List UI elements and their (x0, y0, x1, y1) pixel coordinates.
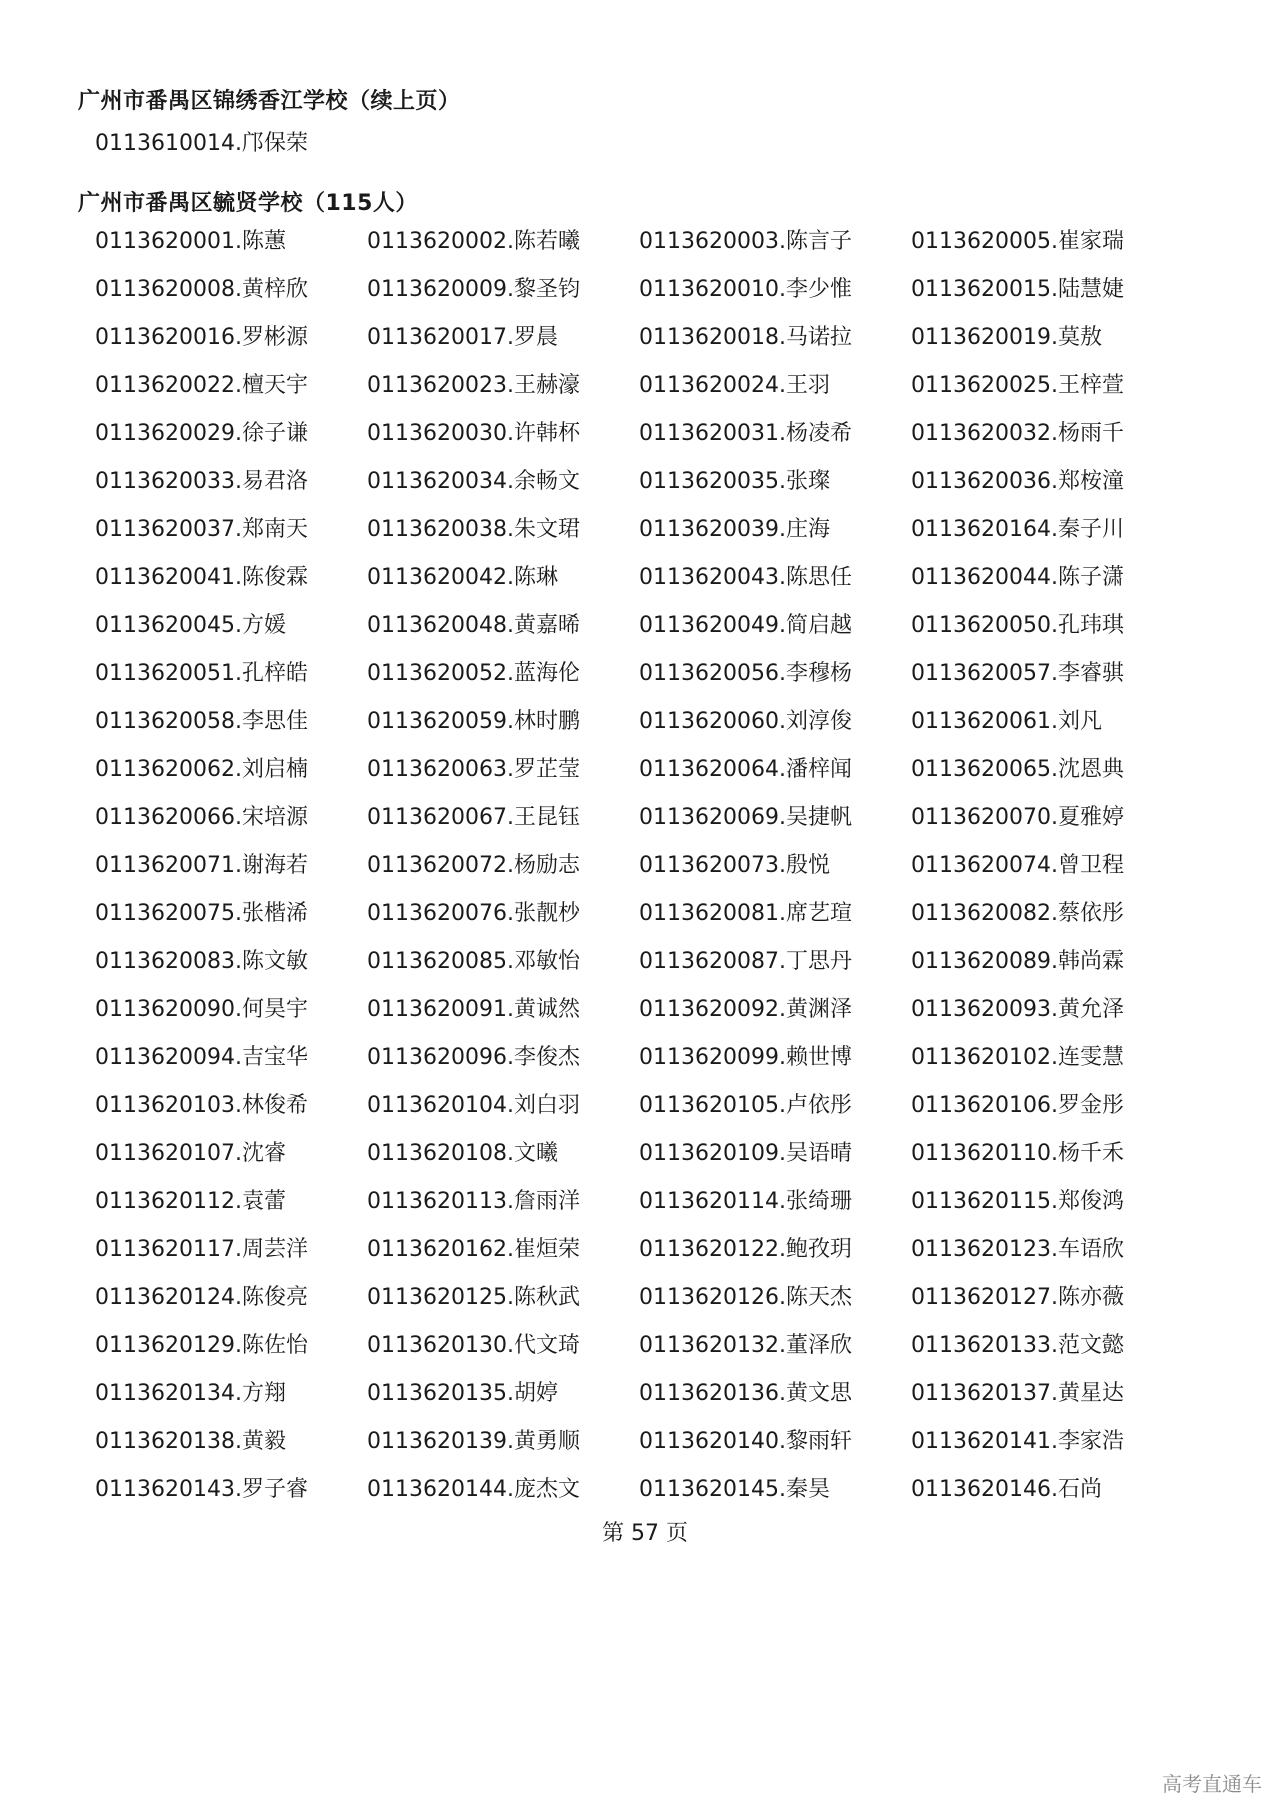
student-entry: 0113620034.余畅文 (367, 469, 580, 494)
student-entry: 0113620035.张璨 (639, 469, 830, 494)
student-entry: 0113620049.简启越 (639, 613, 852, 638)
student-entry: 0113620103.林俊希 (95, 1093, 308, 1118)
student-entry: 0113620135.胡婷 (367, 1381, 558, 1406)
student-entry: 0113620061.刘凡 (911, 709, 1102, 734)
student-entry: 0113620025.王梓萱 (911, 373, 1124, 398)
student-entry: 0113620124.陈俊亮 (95, 1285, 308, 1310)
student-entry: 0113620001.陈蕙 (95, 229, 286, 254)
student-entry: 0113620069.吴捷帆 (639, 805, 852, 830)
student-entry: 0113620019.莫敖 (911, 325, 1102, 350)
student-entry: 0113620104.刘白羽 (367, 1093, 580, 1118)
student-entry: 0113620164.秦子川 (911, 517, 1124, 542)
student-entry: 0113620144.庞杰文 (367, 1477, 580, 1502)
student-entry: 0113620105.卢依彤 (639, 1093, 852, 1118)
student-entry: 0113620085.邓敏怡 (367, 949, 580, 974)
watermark-text: 高考直通车 (1162, 1772, 1262, 1796)
student-entry: 0113620129.陈佐怡 (95, 1333, 308, 1358)
student-entry: 0113620067.王昆钰 (367, 805, 580, 830)
student-entry: 0113620126.陈天杰 (639, 1285, 852, 1310)
student-entry: 0113620018.马诺拉 (639, 325, 852, 350)
student-entry: 0113620023.王赫濠 (367, 373, 580, 398)
student-entry: 0113620122.鲍孜玥 (639, 1237, 852, 1262)
student-entry: 0113620022.檀天宇 (95, 373, 308, 398)
student-entry: 0113620041.陈俊霖 (95, 565, 308, 590)
student-entry: 0113620090.何昊宇 (95, 997, 308, 1022)
student-entry: 0113620133.范文懿 (911, 1333, 1124, 1358)
student-entry: 0113620063.罗芷莹 (367, 757, 580, 782)
student-entry: 0113620115.郑俊鸿 (911, 1189, 1124, 1214)
student-entry: 0113620091.黄诚然 (367, 997, 580, 1022)
student-entry: 0113620087.丁思丹 (639, 949, 852, 974)
student-entry: 0113620113.詹雨洋 (367, 1189, 580, 1214)
student-entry: 0113620050.孔玮琪 (911, 613, 1124, 638)
student-entry: 0113620108.文曦 (367, 1141, 558, 1166)
student-entry: 0113620056.李穆杨 (639, 661, 852, 686)
student-entry: 0113620140.黎雨轩 (639, 1429, 852, 1454)
student-entry: 0113610014.邝保荣 (95, 131, 308, 156)
student-entry: 0113620030.许韩杯 (367, 421, 580, 446)
student-entry: 0113620138.黄毅 (95, 1429, 286, 1454)
student-entry: 0113620127.陈亦薇 (911, 1285, 1124, 1310)
student-entry: 0113620010.李少惟 (639, 277, 852, 302)
student-list-grid (95, 228, 1225, 1524)
student-entry: 0113620060.刘淳俊 (639, 709, 852, 734)
section-heading-continued: 广州市番禺区锦绣香江学校（续上页） (78, 89, 461, 114)
student-entry: 0113620073.殷悦 (639, 853, 830, 878)
student-entry: 0113620106.罗金彤 (911, 1093, 1124, 1118)
student-entry: 0113620099.赖世博 (639, 1045, 852, 1070)
student-entry: 0113620117.周芸洋 (95, 1237, 308, 1262)
student-entry: 0113620102.连雯慧 (911, 1045, 1124, 1070)
student-entry: 0113620066.宋培源 (95, 805, 308, 830)
student-entry: 0113620093.黄允泽 (911, 997, 1124, 1022)
student-entry: 0113620045.方媛 (95, 613, 286, 638)
student-entry: 0113620143.罗子睿 (95, 1477, 308, 1502)
student-entry: 0113620005.崔家瑞 (911, 229, 1124, 254)
student-entry: 0113620064.潘梓闻 (639, 757, 852, 782)
student-entry: 0113620136.黄文思 (639, 1381, 852, 1406)
student-entry: 0113620132.董泽欣 (639, 1333, 852, 1358)
student-entry: 0113620070.夏雅婷 (911, 805, 1124, 830)
student-entry: 0113620043.陈思任 (639, 565, 852, 590)
student-entry: 0113620052.蓝海伦 (367, 661, 580, 686)
student-entry: 0113620003.陈言子 (639, 229, 852, 254)
student-entry: 0113620008.黄梓欣 (95, 277, 308, 302)
student-entry: 0113620145.秦昊 (639, 1477, 830, 1502)
student-entry: 0113620037.郑南天 (95, 517, 308, 542)
section-heading-school: 广州市番禺区毓贤学校（115人） (78, 191, 418, 216)
student-entry: 0113620036.郑桉潼 (911, 469, 1124, 494)
student-entry: 0113620051.孔梓皓 (95, 661, 308, 686)
student-entry: 0113620096.李俊杰 (367, 1045, 580, 1070)
student-entry: 0113620110.杨千禾 (911, 1141, 1124, 1166)
student-entry: 0113620072.杨励志 (367, 853, 580, 878)
student-entry: 0113620146.石尚 (911, 1477, 1102, 1502)
student-entry: 0113620082.蔡依彤 (911, 901, 1124, 926)
student-entry: 0113620114.张绮珊 (639, 1189, 852, 1214)
student-entry: 0113620075.张楷浠 (95, 901, 308, 926)
student-entry: 0113620017.罗晨 (367, 325, 558, 350)
student-entry: 0113620015.陆慧婕 (911, 277, 1124, 302)
student-entry: 0113620109.吴语晴 (639, 1141, 852, 1166)
student-entry: 0113620016.罗彬源 (95, 325, 308, 350)
student-entry: 0113620134.方翔 (95, 1381, 286, 1406)
student-entry: 0113620076.张靓杪 (367, 901, 580, 926)
page-number: 第 57 页 (602, 1521, 688, 1546)
student-entry: 0113620141.李家浩 (911, 1429, 1124, 1454)
student-entry: 0113620094.吉宝华 (95, 1045, 308, 1070)
student-entry: 0113620009.黎圣钧 (367, 277, 580, 302)
student-entry: 0113620071.谢海若 (95, 853, 308, 878)
student-entry: 0113620162.崔烜荣 (367, 1237, 580, 1262)
student-entry: 0113620038.朱文珺 (367, 517, 580, 542)
student-entry: 0113620137.黄星达 (911, 1381, 1124, 1406)
student-entry: 0113620029.徐子谦 (95, 421, 308, 446)
student-entry: 0113620125.陈秋武 (367, 1285, 580, 1310)
student-entry: 0113620083.陈文敏 (95, 949, 308, 974)
student-entry: 0113620058.李思佳 (95, 709, 308, 734)
student-entry: 0113620107.沈睿 (95, 1141, 286, 1166)
student-entry: 0113620002.陈若曦 (367, 229, 580, 254)
student-entry: 0113620092.黄渊泽 (639, 997, 852, 1022)
student-entry: 0113620048.黄嘉晞 (367, 613, 580, 638)
student-entry: 0113620042.陈琳 (367, 565, 558, 590)
student-entry: 0113620059.林时鹏 (367, 709, 580, 734)
student-entry: 0113620065.沈恩典 (911, 757, 1124, 782)
student-entry: 0113620031.杨凌希 (639, 421, 852, 446)
student-entry: 0113620062.刘启楠 (95, 757, 308, 782)
student-entry: 0113620039.庄海 (639, 517, 830, 542)
student-entry: 0113620130.代文琦 (367, 1333, 580, 1358)
student-entry: 0113620081.席艺瑄 (639, 901, 852, 926)
student-entry: 0113620074.曾卫程 (911, 853, 1124, 878)
student-entry: 0113620044.陈子潇 (911, 565, 1124, 590)
student-entry: 0113620139.黄勇顺 (367, 1429, 580, 1454)
student-entry: 0113620024.王羽 (639, 373, 830, 398)
student-entry: 0113620032.杨雨千 (911, 421, 1124, 446)
student-entry: 0113620123.车语欣 (911, 1237, 1124, 1262)
student-entry: 0113620033.易君洛 (95, 469, 308, 494)
student-entry: 0113620112.袁蕾 (95, 1189, 286, 1214)
student-entry: 0113620057.李睿骐 (911, 661, 1124, 686)
student-entry: 0113620089.韩尚霖 (911, 949, 1124, 974)
